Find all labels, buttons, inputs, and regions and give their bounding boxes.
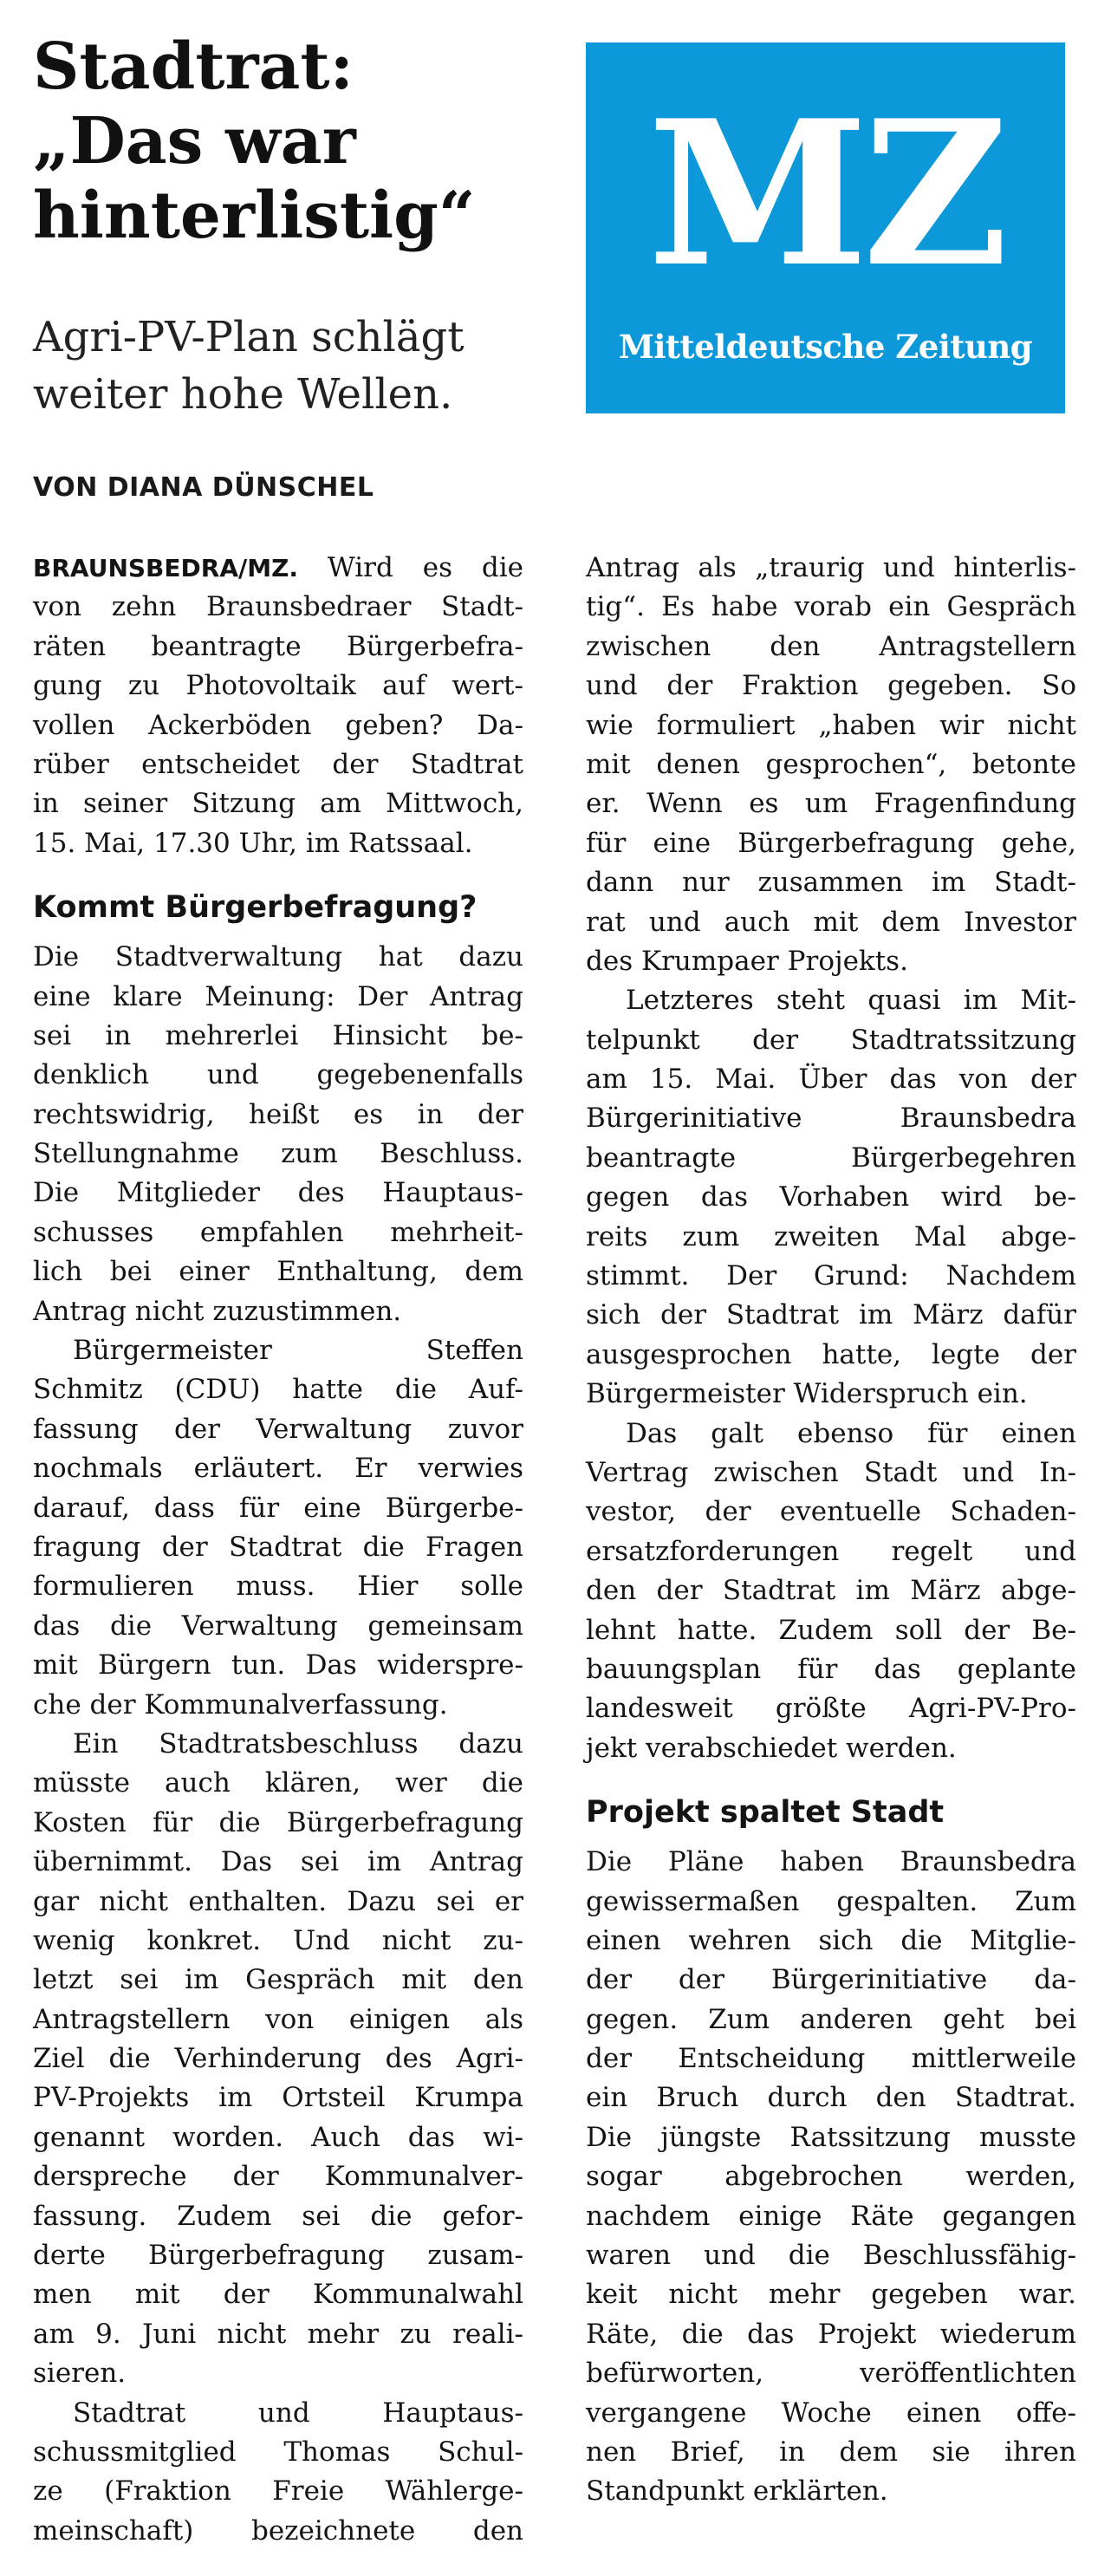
text-line: der Entscheidung mittlerweile xyxy=(586,2043,1076,2075)
text-line: letzt sei im Gespräch mit den xyxy=(33,1964,523,1996)
text-line: fragung der Stadtrat die Fragen xyxy=(33,1531,523,1563)
paragraph xyxy=(586,981,1076,1414)
text-line: in seiner Sitzung am Mittwoch, xyxy=(33,788,523,820)
text-line: Stellungnahme zum Beschluss. xyxy=(33,1138,523,1170)
text-line: befürworten, veröffentlichten xyxy=(586,2358,1076,2390)
text-line: Bürgermeister Steffen xyxy=(73,1335,523,1367)
text-line: Bürgerinitiative Braunsbedra xyxy=(586,1103,1076,1135)
subheadline xyxy=(33,309,553,423)
paragraph xyxy=(586,1415,1076,1769)
paragraph xyxy=(33,1725,523,2394)
text-line: ein Bruch durch den Stadtrat. xyxy=(586,2082,1076,2114)
text-line: Die Pläne haben Braunsbedra xyxy=(586,1846,1076,1878)
subheadline-line: weiter hohe Wellen. xyxy=(33,370,453,419)
text-line: mit Bürgern tun. Das widerspre- xyxy=(33,1649,523,1682)
text-line: wie formuliert „haben wir nicht xyxy=(586,709,1076,741)
text-line: für eine Bürgerbefragung gehe, xyxy=(586,827,1076,859)
text-line: der der Bürgerinitiative da- xyxy=(586,1964,1076,1996)
text-line: derspreche der Kommunalver- xyxy=(33,2161,523,2193)
text-line: reits zum zweiten Mal abge- xyxy=(586,1220,1076,1252)
text-line: men mit der Kommunalwahl xyxy=(33,2279,523,2311)
text-line: räten beantragte Bürgerbefra- xyxy=(33,630,523,662)
text-line xyxy=(33,549,523,588)
text-line: übernimmt. Das sei im Antrag xyxy=(33,1846,523,1878)
text-line: che der Kommunalverfassung. xyxy=(33,1688,448,1721)
text-line: gar nicht enthalten. Dazu sei er xyxy=(33,1885,523,1917)
text-line: am 9. Juni nicht mehr zu reali- xyxy=(33,2318,523,2350)
text-line: eine klare Meinung: Der Antrag xyxy=(33,980,523,1012)
text-line: wenig konkret. Und nicht zu- xyxy=(33,1924,523,1956)
headline-line: Stadtrat: xyxy=(33,29,354,104)
text-line: PV-Projekts im Ortsteil Krumpa xyxy=(33,2082,523,2114)
text-line: bauungsplan für das geplante xyxy=(586,1653,1076,1685)
text-line: Stadtrat und Hauptaus- xyxy=(73,2397,523,2429)
text-line: Vertrag zwischen Stadt und In- xyxy=(586,1456,1076,1488)
dateline: BRAUNSBEDRA/MZ. xyxy=(33,554,299,582)
text-line: Antrag als „traurig und hinterlis- xyxy=(586,552,1076,583)
paragraph xyxy=(33,1331,523,1725)
paragraph xyxy=(33,938,523,1331)
paragraph xyxy=(33,2394,523,2552)
text-line: tig“. Es habe vorab ein Gespräch xyxy=(586,591,1076,623)
text-line: rat und auch mit dem Investor xyxy=(586,906,1076,938)
article-column-right xyxy=(586,549,1076,2512)
headline-line: „Das war xyxy=(33,104,356,179)
text-line: derte Bürgerbefragung zusam- xyxy=(33,2240,523,2272)
text-line: rechtswidrig, heißt es in der xyxy=(33,1098,523,1130)
text-line: und der Fraktion gegeben. So xyxy=(586,670,1076,702)
text-line: gewissermaßen gespalten. Zum xyxy=(586,1885,1076,1917)
text-line: schussmitglied Thomas Schul- xyxy=(33,2436,523,2468)
paragraph xyxy=(586,549,1076,981)
text-line: landesweit größte Agri-PV-Pro- xyxy=(586,1693,1076,1725)
text-line: mit denen gesprochen“, betonte xyxy=(586,748,1076,780)
text-line: Die Stadtverwaltung hat dazu xyxy=(33,941,523,973)
text-line: meinschaft) bezeichnete den xyxy=(33,2514,523,2547)
text-line: vestor, der eventuelle Schaden- xyxy=(586,1496,1076,1528)
text-line-rest: Wird es die xyxy=(298,552,523,583)
text-line: Die jüngste Ratssitzung musste xyxy=(586,2121,1076,2153)
text-line: formulieren muss. Hier solle xyxy=(33,1571,523,1603)
text-line: beantragte Bürgerbegehren xyxy=(586,1142,1076,1174)
text-line: lich bei einer Enthaltung, dem xyxy=(33,1256,523,1288)
section-heading: Kommt Bürgerbefragung? xyxy=(33,890,478,926)
byline: VON DIANA DÜNSCHEL xyxy=(33,472,374,503)
text-line: gegen das Vorhaben wird be- xyxy=(586,1181,1076,1213)
text-line: nen Brief, in dem sie ihren xyxy=(586,2436,1076,2468)
text-line: Das galt ebenso für einen xyxy=(626,1417,1076,1449)
headline xyxy=(33,29,553,253)
text-line: jekt verabschiedet werden. xyxy=(586,1732,957,1764)
text-line: Schmitz (CDU) hatte die Auf- xyxy=(33,1374,523,1406)
text-line: Ziel die Verhinderung des Agri- xyxy=(33,2043,523,2075)
text-line: sogar abgebrochen werden, xyxy=(586,2161,1076,2193)
text-line: das die Verwaltung gemeinsam xyxy=(33,1610,523,1642)
text-line: rüber entscheidet der Stadtrat xyxy=(33,748,523,780)
text-line: am 15. Mai. Über das von der xyxy=(586,1064,1076,1096)
paragraph xyxy=(33,549,523,863)
text-line: den der Stadtrat im März abge- xyxy=(586,1575,1076,1607)
text-line: genannt worden. Auch das wi- xyxy=(33,2121,523,2153)
subheadline-line: Agri-PV-Plan schlägt xyxy=(33,313,465,361)
text-line: Räte, die das Projekt wiederum xyxy=(586,2318,1076,2350)
text-line: von zehn Braunsbedraer Stadt- xyxy=(33,591,523,623)
article-column-left xyxy=(33,549,523,2551)
text-line: Standpunkt erklärten. xyxy=(586,2475,888,2508)
text-line: er. Wenn es um Fragenfindung xyxy=(586,788,1076,820)
text-line: des Krumpaer Projekts. xyxy=(586,945,908,977)
text-line: nachdem einige Räte gegangen xyxy=(586,2200,1076,2232)
paragraph xyxy=(586,1843,1076,2512)
text-line: fassung der Verwaltung zuvor xyxy=(33,1413,523,1445)
text-line: Die Mitglieder des Hauptaus- xyxy=(33,1177,523,1209)
text-line: fassung. Zudem sei die gefor- xyxy=(33,2200,523,2232)
logo-mark: MZ xyxy=(647,77,1004,311)
text-line: sieren. xyxy=(33,2358,127,2390)
text-line: stimmt. Der Grund: Nachdem xyxy=(586,1260,1076,1292)
text-line: lehnt hatte. Zudem soll der Be- xyxy=(586,1614,1076,1646)
headline-line: hinterlistig“ xyxy=(33,179,476,253)
text-line: Letzteres steht quasi im Mit- xyxy=(626,985,1076,1017)
logo-name: Mitteldeutsche Zeitung xyxy=(618,328,1033,366)
text-line: waren und die Beschlussfähig- xyxy=(586,2240,1076,2272)
text-line: Ein Stadtratsbeschluss dazu xyxy=(73,1727,523,1760)
text-line: schusses empfahlen mehrheit- xyxy=(33,1216,523,1248)
text-line: Kosten für die Bürgerbefragung xyxy=(33,1806,523,1838)
text-line: Antrag nicht zuzustimmen. xyxy=(33,1295,402,1327)
text-line: ersatzforderungen regelt und xyxy=(586,1535,1076,1567)
text-line: dann nur zusammen im Stadt- xyxy=(586,867,1076,899)
section-heading: Projekt spaltet Stadt xyxy=(586,1795,945,1831)
text-line: zwischen den Antragstellern xyxy=(586,630,1076,662)
text-line: gegen. Zum anderen geht bei xyxy=(586,2003,1076,2035)
text-line: denklich und gegebenenfalls xyxy=(33,1059,523,1091)
text-line: einen wehren sich die Mitglie- xyxy=(586,1924,1076,1956)
newspaper-logo xyxy=(586,42,1065,413)
text-line: keit nicht mehr gegeben war. xyxy=(586,2279,1076,2311)
text-line: Antragstellern von einigen als xyxy=(33,2003,523,2035)
text-line: ze (Fraktion Freie Wählerge- xyxy=(33,2475,523,2508)
text-line: sich der Stadtrat im März dafür xyxy=(586,1299,1076,1331)
text-line: vollen Ackerböden geben? Da- xyxy=(33,709,523,741)
text-line: müsste auch klären, wer die xyxy=(33,1767,523,1799)
text-line: telpunkt der Stadtratssitzung xyxy=(586,1024,1076,1056)
text-line: sei in mehrerlei Hinsicht be- xyxy=(33,1019,523,1051)
text-line: Bürgermeister Widerspruch ein. xyxy=(586,1378,1028,1410)
text-line: ausgesprochen hatte, legte der xyxy=(586,1338,1076,1370)
text-line: darauf, dass für eine Bürgerbe- xyxy=(33,1492,523,1524)
text-line: nochmals erläutert. Er verwies xyxy=(33,1453,523,1485)
text-line: vergangene Woche einen offe- xyxy=(586,2397,1076,2429)
text-line: 15. Mai, 17.30 Uhr, im Ratssaal. xyxy=(33,827,473,859)
text-line: gung zu Photovoltaik auf wert- xyxy=(33,670,523,702)
